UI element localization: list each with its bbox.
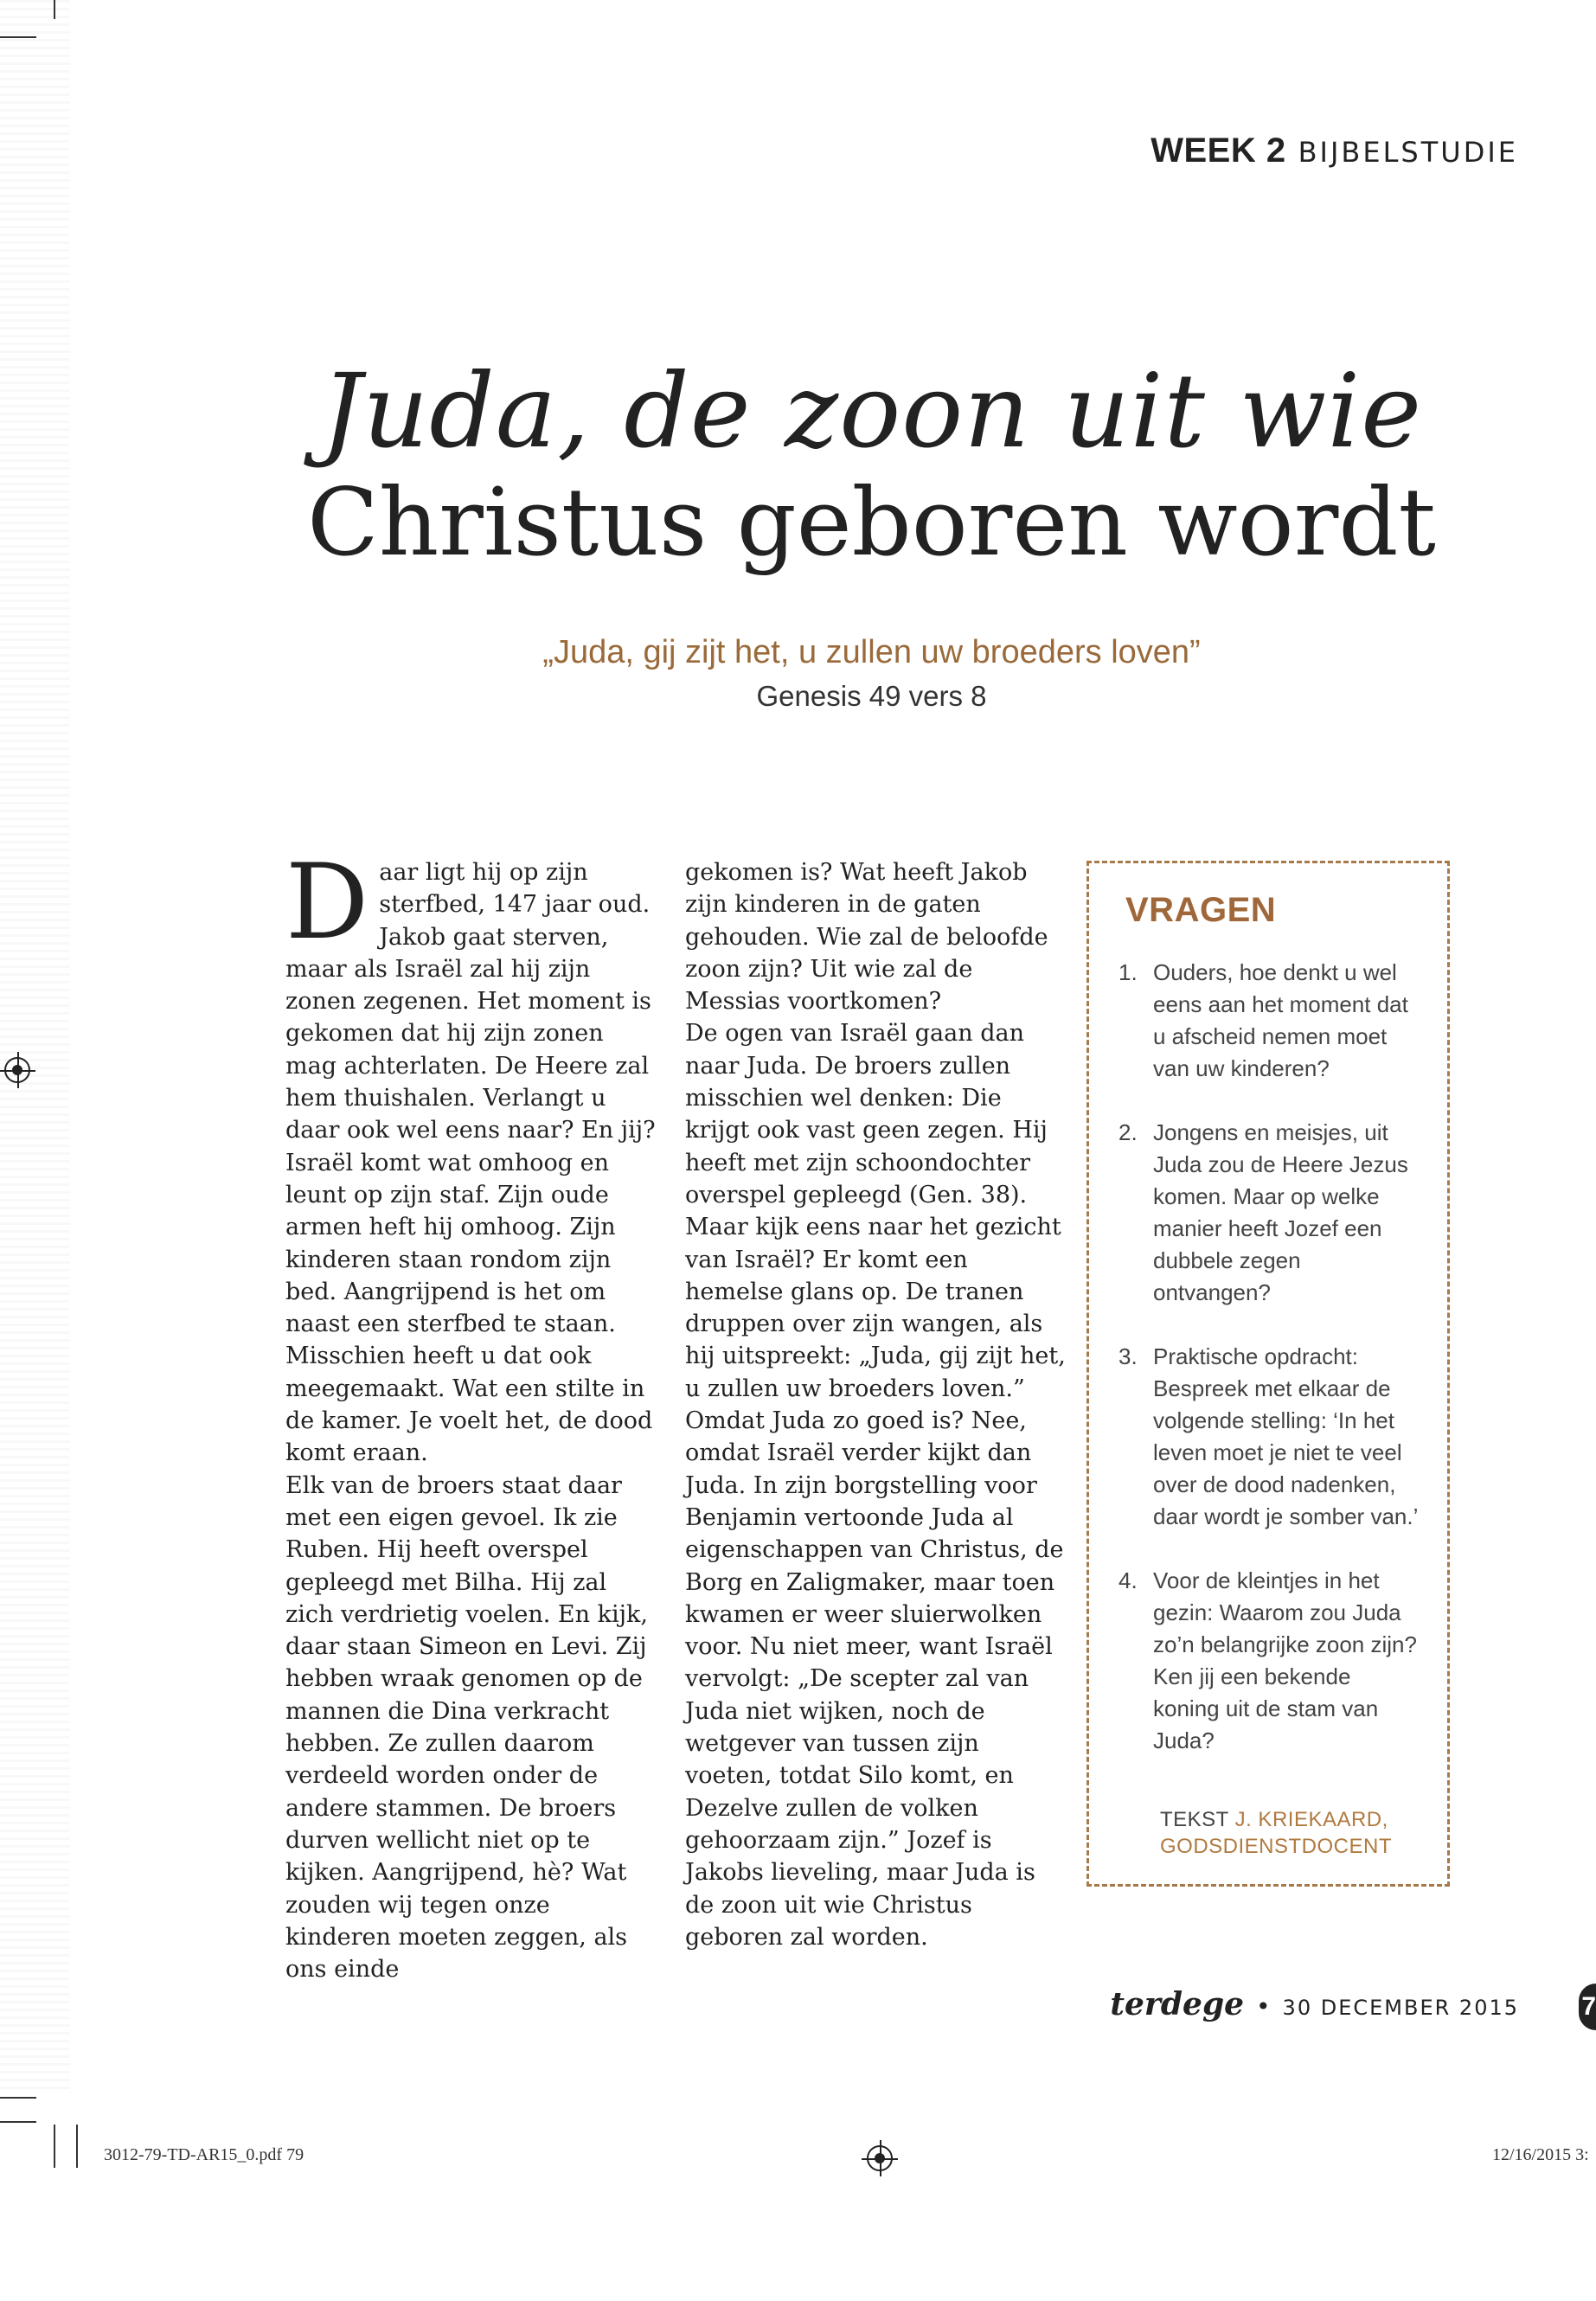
page-number: 7: [1581, 1992, 1596, 2021]
crop-mark-bottom-vertical-1: [54, 2125, 55, 2168]
crop-mark-bottom-vertical-2: [76, 2125, 78, 2168]
drop-cap: D: [285, 843, 369, 963]
paragraph: [285, 843, 657, 1147]
print-slug-date: 12/16/2015 3:: [1492, 2145, 1589, 2164]
magazine-logo: terdege: [1110, 1986, 1245, 2022]
question-item: [1118, 1117, 1422, 1309]
quote-text: „Juda, gij zijt het, u zullen uw broeders loven”: [542, 634, 1201, 670]
crop-mark-bottom-horizontal: [0, 2097, 36, 2099]
question-item: [1118, 1565, 1422, 1757]
question-text: Jongens en meisjes, uit Juda zou de Heere Jezus komen. Maar op welke manier heeft Jozef een dubbele zegen ontvangen?: [1153, 1119, 1408, 1305]
article-column-2: [685, 856, 1066, 1953]
question-number: 2.: [1118, 1119, 1138, 1145]
questions-box: [1086, 861, 1450, 1887]
paragraph: Elk van de broers staat daar met een eigen gevoel. Ik zie Ruben. Hij heeft overspel gepleegd met Bilha. Hij zal zich verdrietig voelen. En kijk, daar staan Simeon en Levi. Zij hebben wraak genomen op de mannen die Dina verkracht hebben. Ze zullen daarom verdeeld worden onder de andere stammen. De broers durven wellicht niet op te kijken. Aangrijpend, hè? Wat zouden wij tegen onze kinderen moeten zeggen, als ons einde: [285, 1471, 648, 1984]
registration-mark-bottom: [867, 2145, 893, 2171]
bible-quote: [0, 630, 1596, 718]
quote-reference: Genesis 49 vers 8: [756, 680, 987, 712]
header-week: WEEK 2: [1151, 131, 1286, 170]
article-column-1: [285, 843, 657, 1985]
crop-mark-top-vertical: [54, 0, 55, 19]
questions-title: VRAGEN: [1125, 891, 1277, 929]
title-line-2: Christus geboren wordt: [307, 469, 1436, 577]
question-item: [1118, 1341, 1422, 1533]
title-line-1: Juda, de zoon uit wie: [320, 351, 1423, 471]
question-number: 3.: [1118, 1343, 1138, 1369]
credit-role: GODSDIENSTDOCENT: [1160, 1835, 1393, 1858]
paragraph: Israël komt wat omhoog en leunt op zijn staf. Zijn oude armen heft hij omhoog. Zijn kinderen staan rondom zijn bed. Aangrijpend is het om naast een sterfbed te staan. Misschien heeft u dat ook meegemaakt. Wat een stilte in de kamer. Je voelt het, de dood komt eraan.: [285, 1149, 653, 1467]
crop-mark-top-horizontal: [0, 36, 36, 38]
question-text: Ouders, hoe denkt u wel eens aan het moment dat u afscheid nemen moet van uw kinderen?: [1153, 959, 1408, 1081]
question-number: 4.: [1118, 1567, 1138, 1593]
margin-texture: [0, 0, 69, 2093]
question-number: 1.: [1118, 959, 1138, 985]
credit-name: J. KRIEKAARD,: [1234, 1808, 1388, 1831]
crop-mark-bottom-horizontal-2: [0, 2121, 36, 2123]
author-credit: [1160, 1806, 1392, 1860]
footer-separator: •: [1256, 1992, 1271, 2021]
paragraph-text: aar ligt hij op zijn sterfbed, 147 jaar oud. Jakob gaat sterven, maar als Israël zal hij zijn zonen zegenen. Het moment is gekomen dat hij zijn zonen mag achterlaten. De Heere zal hem thuishalen. Verlangt u daar ook wel eens naar? En jij?: [285, 859, 656, 1144]
question-text: Praktische opdracht: Bespreek met elkaar de volgende stelling: ‘In het leven moet je niet te veel over de dood nadenken, daar wordt je somber van.’: [1153, 1343, 1419, 1529]
registration-mark-left: [4, 1057, 30, 1083]
question-item: [1118, 957, 1422, 1085]
credit-label: TEKST: [1160, 1808, 1229, 1831]
page-header: [1151, 131, 1518, 170]
paragraph: gekomen is? Wat heeft Jakob zijn kinderen in de gaten gehouden. Wie zal de beloofde zoon zijn? Uit wie zal de Messias voortkomen?: [685, 859, 1048, 1016]
paragraph: De ogen van Israël gaan dan naar Juda. De broers zullen misschien wel denken: Die krijgt ook vast geen zegen. Hij heeft met zijn schoondochter overspel gepleegd (Gen. 38). Maar kijk eens naar het gezicht van Israël? Er komt een hemelse glans op. De tranen druppen over zijn wangen, als hij uitspreekt: „Juda, gij zijt het, u zullen uw broeders loven.” Omdat Juda zo goed is? Nee, omdat Israël verder kijkt dan Juda. In zijn borgstelling voor Benjamin vertoonde Juda al eigenschappen van Christus, de Borg en Zaligmaker, maar toen kwamen er weer sluierwolken voor. Nu niet meer, want Israël vervolgt: „De scepter zal van Juda niet wijken, noch de wetgever van tussen zijn voeten, totdat Silo komt, en Dezelve zullen de volken gehoorzaam zijn.” Jozef is Jakobs lieveling, maar Juda is de zoon uit wie Christus geboren zal worden.: [685, 1020, 1066, 1951]
header-section: BIJBELSTUDIE: [1298, 136, 1518, 169]
question-text: Voor de kleintjes in het gezin: Waarom zou Juda zo’n belangrijke zoon zijn? Ken jij een bekende koning uit de stam van Juda?: [1153, 1567, 1417, 1753]
footer-brand: [1110, 1986, 1519, 2022]
issue-date: 30 DECEMBER 2015: [1282, 1996, 1519, 2020]
print-slug-file: 3012-79-TD-AR15_0.pdf 79: [104, 2145, 304, 2164]
page-number-tab: [1579, 1984, 1596, 2030]
article-title: [0, 351, 1596, 584]
questions-list: [1118, 957, 1422, 1789]
